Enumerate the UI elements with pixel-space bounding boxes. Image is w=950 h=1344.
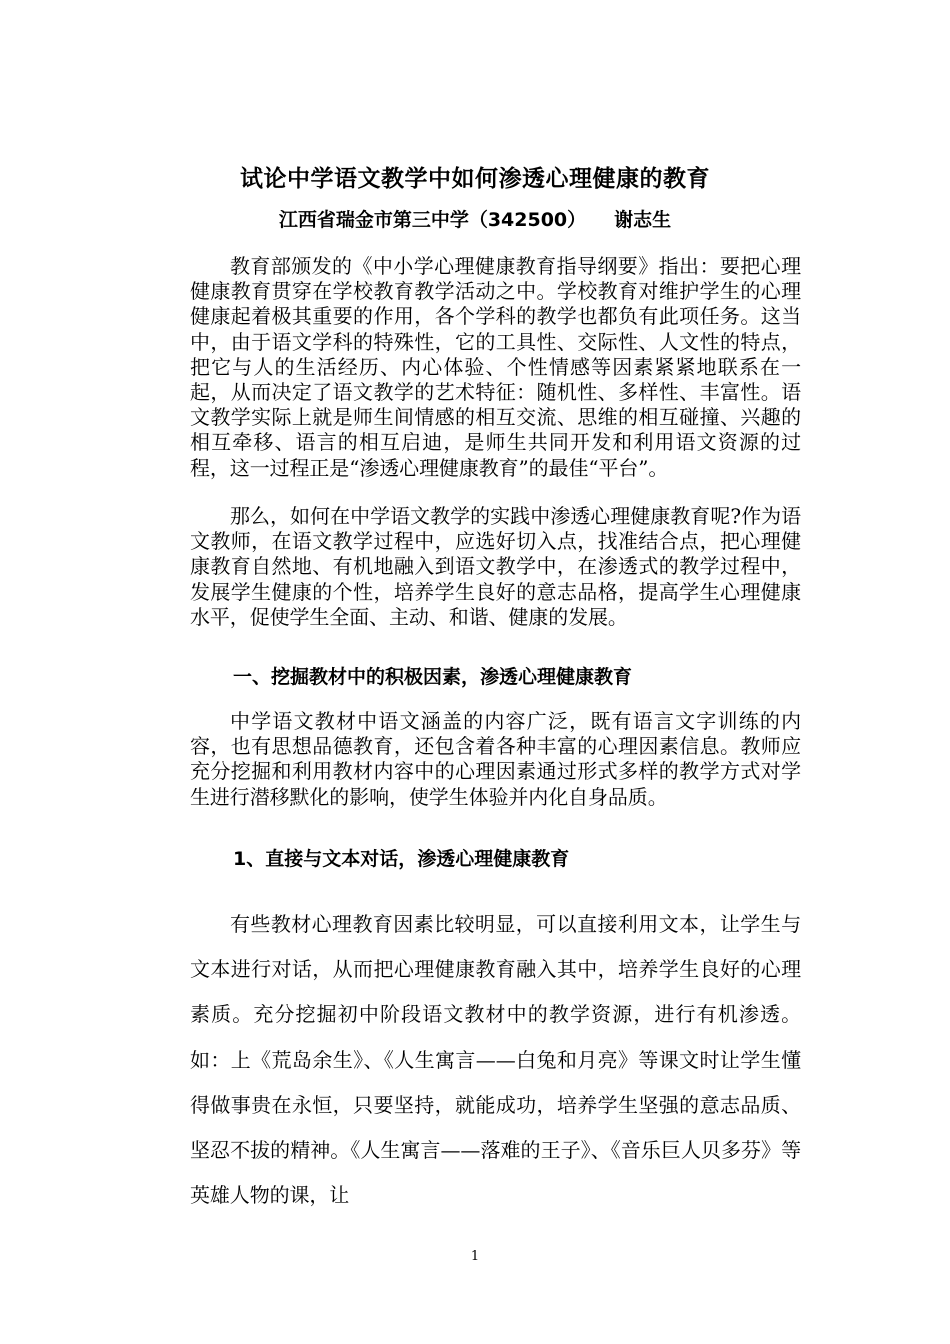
body-paragraph: 教育部颁发的《中小学心理健康教育指导纲要》指出：要把心理健康教育贯穿在学校教育教学活动之中。学校教育对维护学生的心理健康起着极其重要的作用，各个学科的教学也都负有此项任务。这当中，由于语文学科的特殊性，它的工具性、交际性、人文性的特点，把它与人的生活经历、内心体验、个性情感等因素紧紧地联系在一起，从而决定了语文教学的艺术特征：随机性、多样性、丰富性。语文教学实际上就是师生间情感的相互交流、思维的相互碰撞、兴趣的相互牵移、语言的相互启迪，是师生共同开发和利用语文资源的过程，这一过程正是“渗透心理健康教育”的最佳“平台”。 — [190, 254, 801, 480]
section-heading: 一、挖掘教材中的积极因素，渗透心理健康教育 — [233, 666, 633, 688]
school-name: 江西省瑞金市第三中学（342500） — [278, 209, 587, 231]
byline — [0, 206, 950, 234]
subsection-heading: 1、直接与文本对话，渗透心理健康教育 — [233, 848, 570, 870]
author-name: 谢志生 — [614, 209, 672, 231]
document-title: 试论中学语文教学中如何渗透心理健康的教育 — [240, 166, 710, 192]
body-paragraph: 有些教材心理教育因素比较明显，可以直接利用文本，让学生与文本进行对话，从而把心理健康教育融入其中，培养学生良好的心理素质。充分挖掘初中阶段语文教材中的教学资源，进行有机渗透。如：上《荒岛余生》、《人生寓言——白兔和月亮》等课文时让学生懂得做事贵在永恒，只要坚持，就能成功，培养学生坚强的意志品质、坚忍不拔的精神。《人生寓言——落难的王子》、《音乐巨人贝多芬》等英雄人物的课，让 — [190, 912, 801, 1208]
body-paragraph: 中学语文教材中语文涵盖的内容广泛，既有语言文字训练的内容，也有思想品德教育，还包含着各种丰富的心理因素信息。教师应充分挖掘和利用教材内容中的心理因素通过形式多样的教学方式对学生进行潜移默化的影响，使学生体验并内化自身品质。 — [190, 709, 801, 809]
page-number: 1 — [470, 1249, 480, 1264]
body-paragraph: 那么，如何在中学语文教学的实践中渗透心理健康教育呢?作为语文教师，在语文教学过程中，应选好切入点，找准结合点，把心理健康教育自然地、有机地融入到语文教学中，在渗透式的教学过程中，发展学生健康的个性，培养学生良好的意志品格，提高学生心理健康水平，促使学生全面、主动、和谐、健康的发展。 — [190, 504, 801, 629]
